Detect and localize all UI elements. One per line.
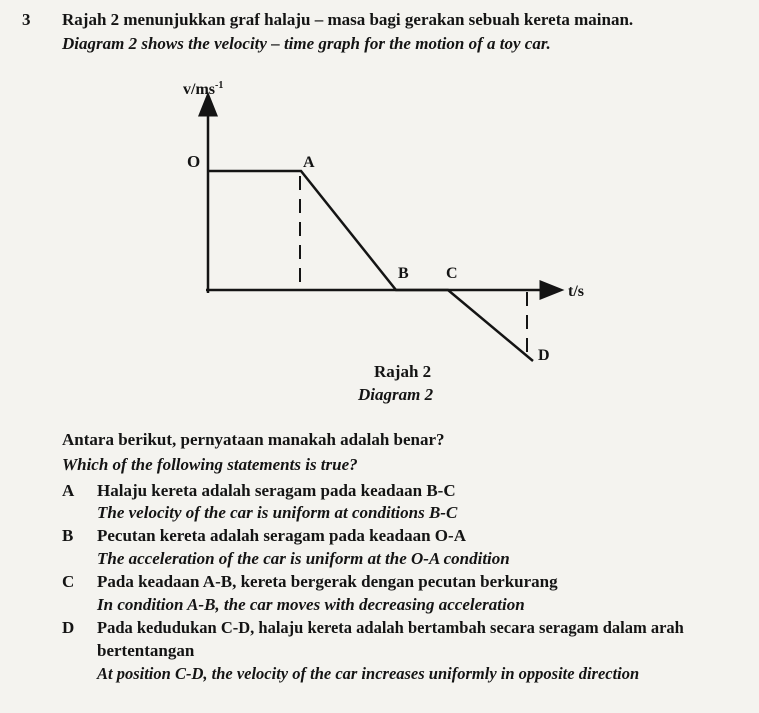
velocity-line — [208, 171, 533, 361]
point-label-b: B — [398, 265, 409, 282]
option-c-malay[interactable]: Pada keadaan A-B, kereta bergerak dengan pecutan berkurang — [97, 572, 558, 591]
option-a-english[interactable]: The velocity of the car is uniform at conditions B-C — [97, 503, 458, 522]
option-d-malay[interactable]: Pada kedudukan C-D, halaju kereta adalah bertambah secara seragam dalam arah — [97, 618, 684, 637]
origin-label: O — [187, 152, 201, 171]
option-c-english[interactable]: In condition A-B, the car moves with decreasing acceleration — [97, 595, 525, 614]
option-b-letter[interactable]: B — [62, 526, 74, 545]
option-a-malay[interactable]: Halaju kereta adalah seragam pada keadaan B-C — [97, 481, 456, 500]
y-axis-label: $v/ms^{-1}$ — [183, 80, 224, 98]
option-d-malay-continued[interactable]: bertentangan — [97, 641, 195, 660]
caption-malay: Rajah 2 — [374, 362, 432, 381]
question-header-english: Diagram 2 shows the velocity – time graph for the motion of a toy car. — [62, 34, 551, 53]
point-label-d: D — [538, 347, 550, 364]
option-d-letter[interactable]: D — [62, 618, 75, 637]
option-b-malay[interactable]: Pecutan kereta adalah seragam pada keadaan O-A — [97, 526, 466, 545]
x-axis-label: t/s — [568, 283, 584, 300]
option-d-english[interactable]: At position C-D, the velocity of the car increases uniformly in opposite direction — [97, 664, 640, 683]
question-number: 3 — [22, 10, 31, 29]
point-label-a: A — [303, 154, 315, 171]
question-stem-english: Which of the following statements is true? — [62, 455, 358, 474]
caption-english: Diagram 2 — [358, 385, 434, 404]
option-b-english[interactable]: The acceleration of the car is uniform at the O-A condition — [97, 549, 510, 568]
option-c-letter[interactable]: C — [62, 572, 75, 591]
question-header-malay: Rajah 2 menunjukkan graf halaju – masa bagi gerakan sebuah kereta mainan. — [62, 10, 634, 29]
point-label-c: C — [446, 265, 458, 282]
question-stem-malay: Antara berikut, pernyataan manakah adalah benar? — [62, 430, 445, 449]
option-a-letter[interactable]: A — [62, 481, 75, 500]
